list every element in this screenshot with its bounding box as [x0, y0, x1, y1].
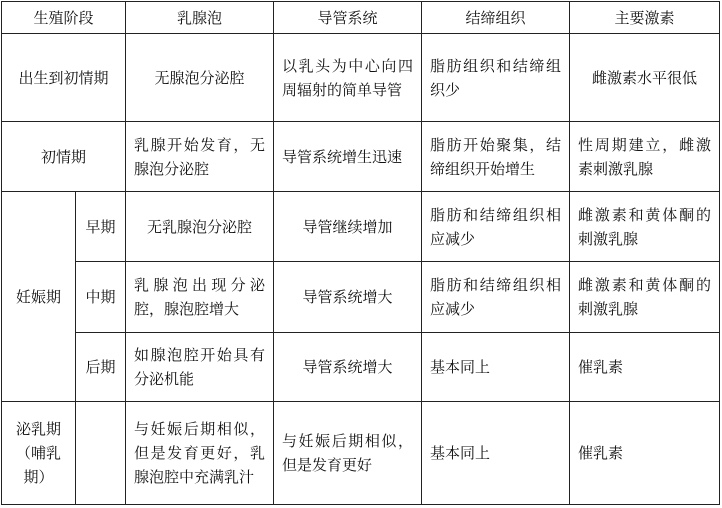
substage-cell-empty [76, 402, 126, 505]
stage-cell: 泌乳期（哺乳期） [2, 402, 76, 505]
header-alveoli: 乳腺泡 [126, 2, 274, 34]
alveoli-cell: 无乳腺泡分泌腔 [126, 192, 274, 262]
table-row [2, 34, 720, 122]
table-row [2, 262, 720, 333]
ducts-cell: 与妊娠后期相似，但是发育更好 [274, 402, 422, 505]
alveoli-cell: 与妊娠后期相似，但是发育更好，乳腺泡腔中充满乳汁 [126, 402, 274, 505]
hormone-cell: 雌激素和黄体酮的刺激乳腺 [570, 262, 720, 333]
table-row [2, 402, 720, 505]
ducts-cell: 导管系统增生迅速 [274, 121, 422, 192]
header-connective-tissue: 结缔组织 [422, 2, 570, 34]
table-row [2, 121, 720, 192]
connective-cell: 脂肪和结缔组织相应减少 [422, 192, 570, 262]
table-row [2, 192, 720, 262]
alveoli-cell: 乳腺泡出现分泌腔，腺泡腔增大 [126, 262, 274, 333]
connective-cell: 脂肪开始聚集，结缔组织开始增生 [422, 121, 570, 192]
hormone-cell: 性周期建立，雌激素刺激乳腺 [570, 121, 720, 192]
table-row [2, 332, 720, 402]
alveoli-cell: 乳腺开始发育，无腺泡分泌腔 [126, 121, 274, 192]
substage-cell: 早期 [76, 192, 126, 262]
hormone-cell: 雌激素水平很低 [570, 34, 720, 122]
connective-cell: 基本同上 [422, 332, 570, 402]
alveoli-cell: 如腺泡腔开始具有分泌机能 [126, 332, 274, 402]
ducts-cell: 导管系统增大 [274, 262, 422, 333]
header-row [2, 2, 720, 34]
connective-cell: 脂肪组织和结缔组织少 [422, 34, 570, 122]
ducts-cell: 导管系统增大 [274, 332, 422, 402]
hormone-cell: 催乳素 [570, 332, 720, 402]
mammary-development-table [1, 1, 720, 505]
stage-cell: 初情期 [2, 121, 126, 192]
hormone-cell: 催乳素 [570, 402, 720, 505]
alveoli-cell: 无腺泡分泌腔 [126, 34, 274, 122]
header-stage: 生殖阶段 [2, 2, 126, 34]
substage-cell: 中期 [76, 262, 126, 333]
ducts-cell: 以乳头为中心向四周辐射的简单导管 [274, 34, 422, 122]
connective-cell: 脂肪和结缔组织相应减少 [422, 262, 570, 333]
stage-cell: 妊娠期 [2, 192, 76, 402]
hormone-cell: 雌激素和黄体酮的刺激乳腺 [570, 192, 720, 262]
ducts-cell: 导管继续增加 [274, 192, 422, 262]
header-ducts: 导管系统 [274, 2, 422, 34]
stage-cell: 出生到初情期 [2, 34, 126, 122]
substage-cell: 后期 [76, 332, 126, 402]
header-hormone: 主要激素 [570, 2, 720, 34]
connective-cell: 基本同上 [422, 402, 570, 505]
